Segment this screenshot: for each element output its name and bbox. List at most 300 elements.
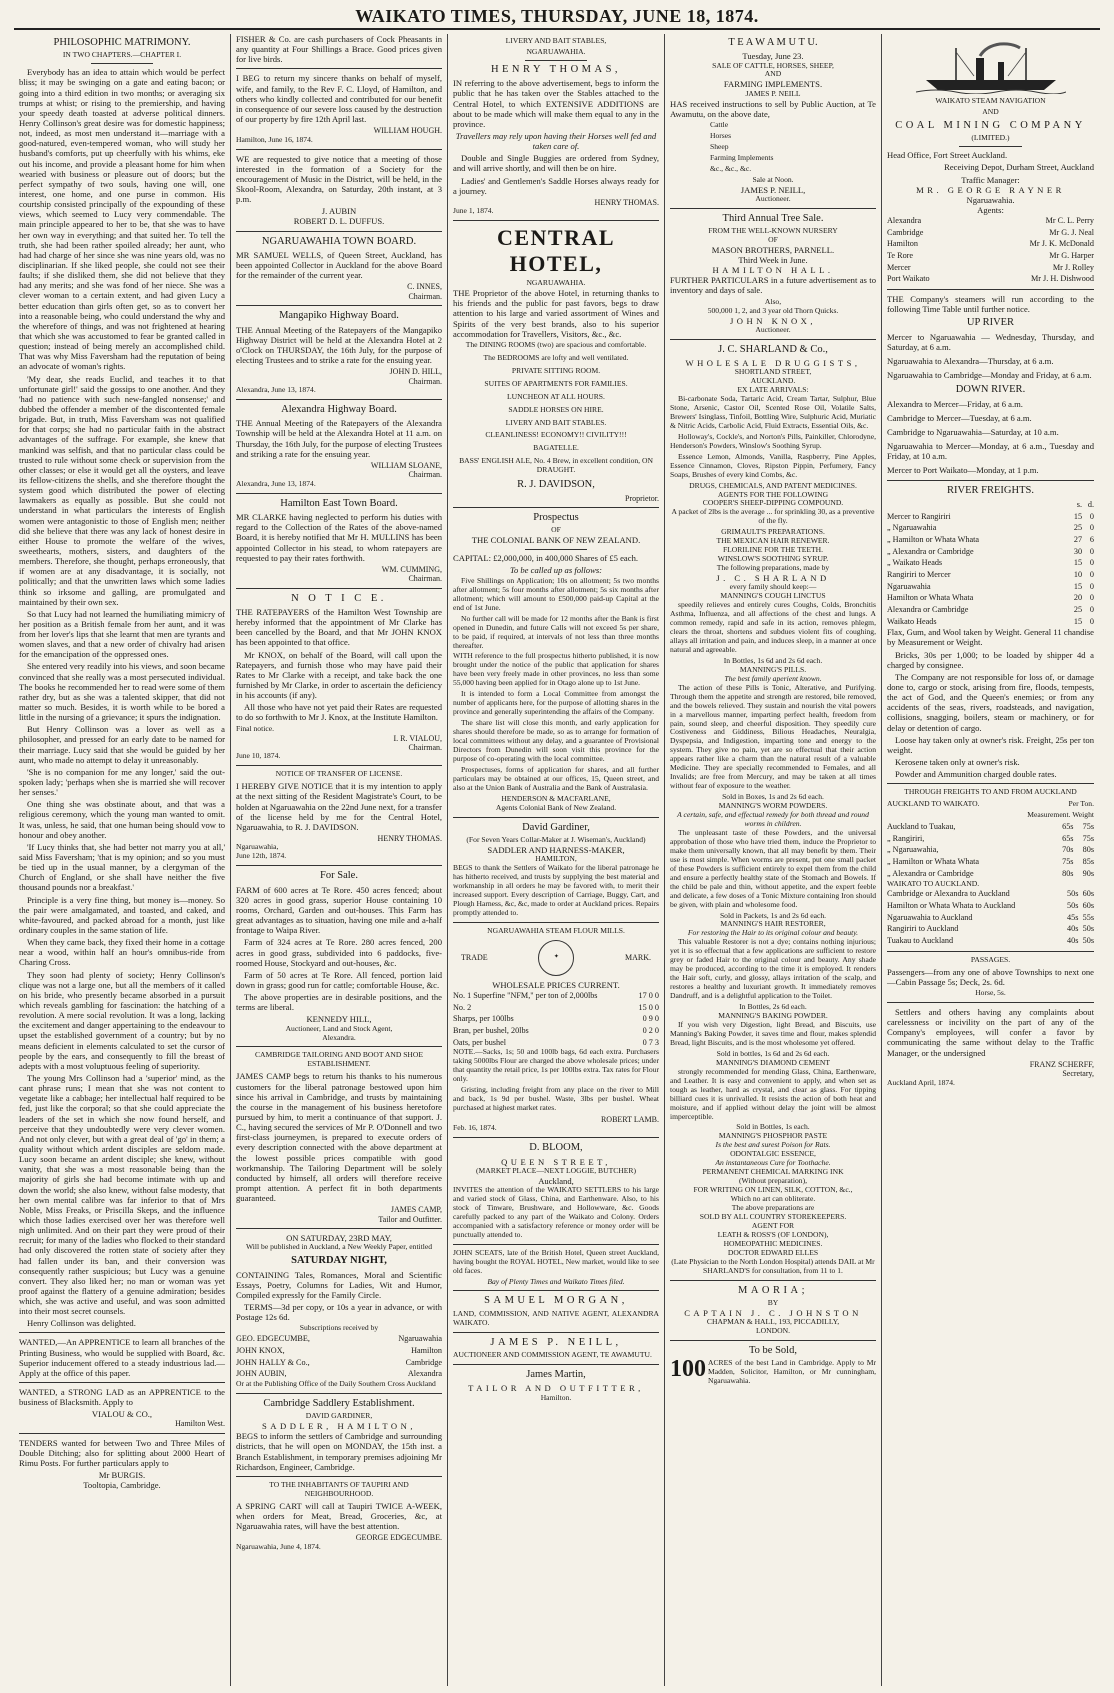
timetable-line: Ngaruawahia to Cambridge—Monday and Friday, at 6 a.m. xyxy=(887,370,1092,381)
ad-line: (Without preparation), xyxy=(738,1176,807,1186)
ad-body: Bay of Plenty Times and Waikato Times filed. xyxy=(487,1276,625,1286)
table-cell: „ Rangiriri, xyxy=(887,833,925,843)
ad-line: LEATH & ROSS'S (OF LONDON), xyxy=(717,1229,829,1239)
timetable-line: Ngaruawahia to Mercer—Monday, at 6 a.m., Tuesday and Friday, at 10 a.m. xyxy=(887,441,1094,462)
table-cell: JOHN KNOX, xyxy=(236,1345,285,1355)
table-cell: No. 1 Superfine "NFM," per ton of 2,000lbs xyxy=(453,990,598,1000)
signature: WILLIAM HOUGH. xyxy=(373,126,442,136)
table-cell: 75s xyxy=(1062,857,1074,867)
table-cell: Port Waikato xyxy=(887,274,930,284)
passages-heading: PASSAGES. xyxy=(970,954,1011,964)
story-paragraph: So that Lucy had not learned the humiliating mimicry of her position as a British female from her aunt, and it was from her lover's lips that she learnt that men are tyrants and women slaves, and that a new order of chivalry had arisen for the emancipation of the oppressed ones. xyxy=(19,608,225,660)
ad-line: ODONTALGIC ESSENCE, xyxy=(730,1149,816,1159)
ad-line: QUEEN STREET, xyxy=(501,1156,611,1167)
table-cell: 15 xyxy=(1073,511,1083,521)
ad-body: Head Office, Fort Street Auckland. xyxy=(887,150,1008,161)
ad-body: LAND, COMMISSION, AND NATIVE AGENT, ALEXANDRA WAIKATO. xyxy=(453,1308,659,1327)
ad-body: No further call will be made for 12 months after the Bank is first opened in Dunedin, and future Calls will not exceed 5s per share, to be paid, if required, at intervals of not less than three months thereafter. xyxy=(453,613,659,650)
table-cell: 30 xyxy=(1073,546,1083,556)
ad-line: DAVID GARDINER, xyxy=(305,1411,373,1421)
ad-body: (Late Physician to the North London Hospital) attends DAIL at Mr SHARLAND'S for consultation, from 11 to 1. xyxy=(671,1256,875,1275)
ad-line: Sold in Packets, 1s and 2s 6d each. xyxy=(719,910,827,920)
signature: WM. CUMMING, xyxy=(381,564,442,574)
newspaper-title: WAIKATO TIMES, THURSDAY, JUNE 18, 1874. xyxy=(355,6,759,26)
notice-body: I HEREBY GIVE NOTICE that it is my intention to apply at the next sitting of the Resident Magistrate's Court, to be holden at Ngaruawahia on the 22nd June next, for a transfer of the license held by me for the Central Hotel, Ngaruawahia, to R. J. DAVIDSON. xyxy=(236,781,442,832)
ad-body: Receiving Depot, Durham Street, Auckland xyxy=(944,162,1094,173)
ad-line: The best family aperient known. xyxy=(724,673,822,683)
timetable-line: Ngaruawahia to Alexandra—Thursday, at 6 a.m. xyxy=(887,356,1054,367)
ad-line: Subscriptions received by xyxy=(299,1323,379,1333)
table-cell: 75s xyxy=(1082,833,1094,843)
ad-line: TAILOR AND OUTFITTER, xyxy=(468,1383,644,1394)
table-row xyxy=(887,511,1094,523)
signature: Auctioneer. xyxy=(755,193,791,203)
signature: JOHN D. HILL, xyxy=(389,367,442,377)
waikato-to-auckland-table xyxy=(887,888,1094,946)
ad-fisher: FISHER & Co. are cash purchasers of Cock Pheasants in any quantity at Four Shillings a Brace. Good prices given for live birds. xyxy=(236,34,442,65)
signature: Agents Colonial Bank of New Zealand. xyxy=(495,802,617,812)
ad-body: Passengers—from any one of above Townships to next one—Cabin Passage 5s; Deck, 2s. 6d. xyxy=(887,966,1094,987)
table-cell: 25 xyxy=(1073,523,1083,533)
table-row xyxy=(887,534,1094,546)
table-row xyxy=(887,227,1094,239)
divider xyxy=(236,1228,442,1229)
sale-items xyxy=(670,121,876,174)
ad-body: strongly recommended for mending Glass, China, Earthenware, and Leather. It is easy and convenient to apply, and when set as tough as leather, hard as crystal, and clear as glass. For tipping billiard cues it is unrivalled. It resists the action of both heat and moisture, and if applied without delay the joint will be almost imperceptible. xyxy=(670,1066,876,1121)
ad-line: Also, xyxy=(764,296,782,306)
freight-heading: RIVER FREIGHTS. xyxy=(947,484,1034,496)
table-row xyxy=(887,250,1094,262)
divider xyxy=(19,1433,225,1434)
ad-line: BY xyxy=(767,1298,779,1308)
signature: Auctioneer, Land and Stock Agent, xyxy=(285,1023,393,1033)
ad-line: Will be published in Auckland, a New Weekly Paper, entitled xyxy=(245,1242,433,1252)
ad-line: MANNING'S WORM POWDERS. xyxy=(718,801,828,811)
table-cell: 0 xyxy=(1089,581,1094,591)
notice-heading: N O T I C E. xyxy=(291,592,387,604)
ad-line: DRUGS, CHEMICALS, AND PATENT MEDICINES. xyxy=(689,480,857,490)
table-cell: „ Alexandra or Cambridge xyxy=(887,868,974,878)
ad-body: This valuable Restorer is not a dye; contains nothing injurious; yet it is so effectual that a few applications are sufficient to restore grey or faded Hair to the original colour and beauty. Any shade may be produced, according to the time it is employed. It renders the Hair soft, curly, and glossy, allays irritation of the scalp, and restores a healthy and luxuriant growth. It immediately removes Dandruff, and is a delightful application to the Toilet. xyxy=(670,937,876,1001)
signature: JOHN KNOX, xyxy=(729,315,817,326)
date: Ngaruawahia, June 4, 1874. xyxy=(236,1541,321,1551)
ad-line: MANNING'S HAIR RESTORER, xyxy=(720,919,826,929)
ad-hough: I BEG to return my sincere thanks on behalf of myself, wife, and family, to the Rev F. C. Lloyd, of Hamilton, and others who kindly collected and contributed for our benefit in consequence of our severe loss caused by the destruction of our property by fire 12th April last. xyxy=(236,73,442,124)
signature: ROBERT LAMB. xyxy=(600,1114,659,1124)
notice-final: Final notice. xyxy=(236,723,274,733)
table-cell: 50s xyxy=(1082,936,1094,946)
ad-heading: NGARUAWAHIA STEAM FLOUR MILLS. xyxy=(487,925,625,935)
date: Hamilton, June 16, 1874. xyxy=(236,134,313,144)
timetable-line: Cambridge to Mercer—Tuesday, at 6 a.m. xyxy=(887,412,1032,423)
notice-body: THE Annual Meeting of the Ratepayers of the Alexandra Township will be held at the Alexandra Hotel at 11 a.m. on Thursday, the 16th July, for the purpose of electing Trustees and striking a rate for the ensuing year. xyxy=(236,418,442,459)
table-row xyxy=(887,900,1094,912)
table-cell: 10 xyxy=(1073,569,1083,579)
table-row xyxy=(236,1357,442,1369)
timetable-heading: DOWN RIVER. xyxy=(955,384,1026,396)
divider xyxy=(236,493,442,494)
table-cell: Waikato Heads xyxy=(887,616,937,626)
table-cell: 27 xyxy=(1073,534,1083,544)
table-row xyxy=(887,262,1094,274)
ad-line: For restoring the Hair to its original colour and beauty. xyxy=(687,928,859,938)
divider xyxy=(236,1393,442,1394)
ad-body: The action of these Pills is Tonic, Alterative, and Purifying. Through them the appetite and strength are restored, bile removed, and the bowels relieved. They sustain and nourish the vital powers in a marvellous manner, imparting perfect health, freedom from pain, sound sleep, and cheerful disposition. They speedily cure Costiveness and Giddiness, Bilious Headaches, Neuralgia, Dyspepsia, and Indigestion, imparting tone and energy to the system. They give no pain, yet are so effectual that their action appears rather like a charm than the natural result of a valuable Medicine. They are specially recommended to Females, and all Invalids; are free from Mercury, and may be taken at all times without fear of exposure to the weather. xyxy=(670,682,876,791)
sale-item: Horses xyxy=(710,130,732,140)
signature: HENRY THOMAS. xyxy=(594,197,659,207)
ad-body: TERMS—3d per copy, or 10s a year in advance, or with Postage 12s 6d. xyxy=(236,1301,442,1323)
table-cell: 17 0 0 xyxy=(638,990,659,1000)
ad-body: BEGS to thank the Settlers of Waikato for the liberal patronage he has hitherto received, and trusts by supplying the best material and workmanship in all orders he may be favored with, to merit their increased support. Every description of Carriage, Buggy, Cart, and Plough Harness, &c, &c, made to order at Auckland prices. Repairs promptly attended to. xyxy=(453,863,659,917)
table-row xyxy=(887,592,1094,604)
hotel-feature: SADDLE HORSES ON HIRE. xyxy=(508,404,604,414)
table-cell: Hamilton or Whata Whata xyxy=(887,593,974,603)
table-row xyxy=(887,868,1094,880)
table-row xyxy=(887,604,1094,616)
ad-line: Auckland, xyxy=(538,1175,574,1186)
down-river-times xyxy=(887,399,1094,476)
divider xyxy=(453,220,659,221)
table-subheading: WAIKATO TO AUCKLAND. xyxy=(887,878,980,888)
ad-line: FLORILINE FOR THE TEETH. xyxy=(722,545,824,555)
ad-heading: LIVERY AND BAIT STABLES, xyxy=(505,36,607,45)
table-row xyxy=(453,1025,659,1037)
table-cell: Cambridge xyxy=(405,1357,442,1367)
hotel-feature: SUITES OF APARTMENTS FOR FAMILIES. xyxy=(484,378,628,388)
ad-heading: Prospectus xyxy=(533,512,579,524)
column-2 xyxy=(231,34,448,1686)
table-cell: 25 xyxy=(1073,604,1083,614)
ad-heading: MAORIA; xyxy=(737,1284,808,1296)
table-cell: Tuakau to Auckland xyxy=(887,936,954,946)
signature: KENNEDY HILL, xyxy=(306,1014,372,1025)
ad-line: MR. GEORGE RAYNER xyxy=(916,184,1065,195)
table-row xyxy=(887,821,1094,833)
steamship-icon xyxy=(916,40,1066,94)
divider xyxy=(453,507,659,508)
story-paragraph: But Henry Collinson was a lover as well as a philosopher, and pressed for an early date to be named for their marriage. Lucy said that she would be guided by her aunt, who made no attempt to delay it unreasonably. xyxy=(19,724,225,765)
place: Ngaruawahia, xyxy=(236,842,279,852)
ad-line: SADDLER AND HARNESS-MAKER, xyxy=(487,844,625,855)
divider xyxy=(236,1046,442,1047)
ad-line: Which no art can obliterate. xyxy=(730,1194,816,1204)
signature: Proprietor. xyxy=(625,493,659,503)
sale-item: Sheep xyxy=(710,141,729,151)
ad-line: THE MEXICAN HAIR RENEWER. xyxy=(716,536,830,546)
ad-heading: D. BLOOM, xyxy=(529,1142,583,1154)
divider xyxy=(887,1002,1094,1003)
ad-body: Five Shillings on Application; 10s on allotment; 5s two months after allotment; 5s four months after allotment; 5s six months after allotment; which will amount to £500,000 paid-up Capital at the end of 1st June. xyxy=(453,575,659,612)
table-header: s. xyxy=(1076,499,1083,509)
ad-line: J. C. SHARLAND xyxy=(716,573,830,584)
table-cell: Oats, per bushel xyxy=(453,1037,506,1047)
ad-body: Ladies' and Gentlemen's Saddle Horses always ready for a journey. xyxy=(453,175,659,196)
river-freights-table xyxy=(887,499,1094,627)
story-paragraph: When they came back, they fixed their home in a cottage near a wood, within half an hour's omnibus-ride from Charing Cross. xyxy=(19,937,225,968)
ad-line: The following preparations, made by xyxy=(716,563,830,573)
signature: FRANZ SCHERFF, xyxy=(1029,1059,1094,1069)
signature: Chairman. xyxy=(408,574,442,584)
ad-body: NOTE.—Sacks, 1s; 50 and 100lb bags, 6d each extra. Purchasers taking 5000lbs Flour are charged the above wholesale prices; under that quantity the retail price, 1s per 100lbs extra. Tax rates for Flour only. xyxy=(453,1047,659,1084)
ad-heading: James Martin, xyxy=(526,1369,586,1381)
notice-heading: NOTICE OF TRANSFER OF LICENSE. xyxy=(275,769,403,779)
date: June 1, 1874. xyxy=(453,206,494,216)
story-paragraph: One thing she was obstinate about, and that was a religious ceremony, which the young man wanted to omit. It was, unless, he said, that one human being should vow to honour and obey another. xyxy=(19,799,225,840)
divider xyxy=(453,922,659,923)
table-row xyxy=(453,1002,659,1014)
table-cell: JOHN AUBIN, xyxy=(236,1369,287,1379)
hotel-feature: BAGATELLE. xyxy=(533,443,579,453)
table-row xyxy=(887,844,1094,856)
ad-line: JAMES P. NEILL xyxy=(745,88,801,98)
table-cell: 60s xyxy=(1082,901,1094,911)
ad-body: Essence Lemon, Almonds, Vanilla, Raspberry, Pine Apples, Essence Cinnamon, Cloves, Ripston Pippin, Perfumery, Fancy Soaps, Brushes of every kind Combs, &c. xyxy=(670,451,876,479)
ad-heading: Third Annual Tree Sale. xyxy=(722,212,824,224)
table-cell: 6 xyxy=(1089,534,1094,544)
trade-label: TRADE xyxy=(461,953,488,963)
divider xyxy=(236,765,442,766)
ad-body: AUCTIONEER AND COMMISSION AGENT, TE AWAMUTU. xyxy=(453,1350,652,1360)
ad-body: It is intended to form a Local Committee from amongst the number of applicants here, for the purpose of allotting shares in the province and generally superintending the affairs of the Company. xyxy=(453,689,659,717)
table-cell: Mr J. H. Dishwood xyxy=(1030,274,1094,284)
divider xyxy=(453,1364,659,1365)
ad-body: If you wish very Digestion, light Bread, and Biscuits, use Manning's Baking Powder, it saves time and flour, makes splendid Bread, light Biscuits, and is the most wholesome yet offered. xyxy=(670,1019,876,1047)
column-4 xyxy=(665,34,882,1686)
table-row xyxy=(887,546,1094,558)
divider xyxy=(453,1332,659,1333)
hotel-features xyxy=(453,341,659,475)
ad-line: SHORTLAND STREET, xyxy=(734,367,812,377)
date: Auckland April, 1874. xyxy=(887,1077,955,1087)
ad-heading: J. C. SHARLAND & Co., xyxy=(718,343,828,355)
table-cell: 50s xyxy=(1082,924,1094,934)
table-row xyxy=(887,833,1094,845)
table-cell: 0 xyxy=(1089,593,1094,603)
signature-place: Tooltopia, Cambridge. xyxy=(83,1480,161,1491)
ad-line: MANNING'S BAKING POWDER. xyxy=(718,1011,828,1021)
ad-body: The unpleasant taste of these Powders, and the universal approbation of those who have tried them, induce the Proprietor to make them universally known, that all may benefit by them. Their use is most simple. When worms are present, put one small packet of these Powders is sufficient entirely to expel them from the child and ensure a perfectly healthy state of the Stomach and Bowels. If the child be pale and thin, without appetite, and the expert feeble and delicate, a few doses of a Tonic Mixture containing Iron should be given, with plain and wholesome food. xyxy=(670,827,876,909)
hotel-feature: LIVERY AND BAIT STABLES. xyxy=(505,417,607,427)
ad-heading: HENRY THOMAS, xyxy=(490,63,622,75)
ad-line: GRIMAULT'S PREPARATIONS. xyxy=(721,527,825,537)
table-cell: Alexandra xyxy=(887,216,922,226)
signature: HENDERSON & MACFARLANE, xyxy=(501,793,611,803)
table-cell: 40s xyxy=(1067,936,1079,946)
ad-body: IN referring to the above advertisement, begs to inform the public that he has taken over the Stables attached to the Central Hotel, to which EXTENSIVE ADDITIONS are about to be made which will make them equal to any in the province. xyxy=(453,78,659,129)
table-row xyxy=(887,810,1094,821)
newspaper-columns xyxy=(14,34,1100,1686)
divider xyxy=(236,1476,442,1477)
ad-line: COOPER'S SHEEP-DIPPING COMPOUND. xyxy=(702,498,844,508)
table-cell: „ Ngaruawahia xyxy=(887,523,937,533)
divider xyxy=(236,588,442,589)
signature: Auctioneer. xyxy=(755,324,791,334)
signature: Chairman. xyxy=(408,291,442,301)
ad-line: LONDON. xyxy=(756,1326,790,1336)
table-cell: 90s xyxy=(1082,868,1094,878)
hotel-feature: The DINING ROOMS (two) are spacious and comfortable. xyxy=(465,339,647,349)
hotel-feature: BASS' ENGLISH ALE, No. 4 Brew, in excellent condition, ON DRAUGHT. xyxy=(459,456,653,475)
ad-line: (LIMITED.) xyxy=(971,133,1010,143)
table-cell: Hamilton xyxy=(411,1345,442,1355)
story-paragraph: The young Mrs Collinson had a 'superior' mind, as the cant phrase runs; I mean that she was not content to vegetate like a cabbage; her intellectual half required to be fed, just like the corporal; so that she could appreciate the leaders of the set in which she now found herself, and perceive that they undoubtedly were very clever women. And not only clever, but with a great deal of 'go' in them; a quality without which ardent disciples are seldom made. Lucy soon became an ardent disciple; she knew, without vanity, that she was a most reasonable being than the majority of girls she had become intimate with up and down the world; she also knew, without false modesty, that her own mental calibre was far inferior to that of Mrs Noble, Miss Freaks, or Priscilla Skeps, and the influence which those ladies exercised over her was therefore well nigh unlimited. And on their part they were proud of their recruit; for many of the ladies who flocked to their standard had only discovered the rotten state of society after they had fallen under its ban, and their conversion was consequently rather suspicious; but Lucy was a genuine convert. They also liked her; no man or woman was yet proof against the flattery of a genuine admiration; besides which, she was active and useful, and was soon admitted into their most secret counsels. xyxy=(19,1072,225,1317)
flour-prices-table xyxy=(453,990,659,1048)
table-row xyxy=(887,522,1094,534)
table-cell: 20 xyxy=(1073,593,1083,603)
story-body xyxy=(19,67,225,1328)
ad-body: A packet of 2lbs is the average ... for sprinkling 30, as a preventive of the fly. xyxy=(671,507,875,526)
ad-body: Holloway's, Cockle's, and Norton's Pills, Painkiller, Chlorodyne, Henderson's Powders, Winslow's Soothing Syrup. xyxy=(670,431,876,450)
divider xyxy=(525,549,587,550)
ad-line: MANNING'S COUGH LINCTUS xyxy=(720,591,826,601)
ad-body: Double and Single Buggies are ordered from Sydney, and will arrive shortly, and will then be on hire. xyxy=(453,153,659,174)
ad-line: Sale at Noon. xyxy=(752,174,794,184)
table-cell: „ Hamilton or Whata Whata xyxy=(887,857,980,867)
story-paragraph: 'She is no companion for me any longer,' said the out-spoken lady; 'perhaps when she is married she will recover her senses.' xyxy=(19,766,225,798)
ad-line: FARMING IMPLEMENTS. xyxy=(723,79,823,90)
signature: C. INNES, xyxy=(407,282,442,292)
up-river-times xyxy=(887,332,1094,381)
signature-place: Hamilton West. xyxy=(175,1419,225,1429)
table-cell: „ Hamilton or Whata Whata xyxy=(887,534,980,544)
ad-line: AND xyxy=(764,69,782,79)
ad-line: MANNING'S PHOSPHOR PASTE xyxy=(718,1131,828,1141)
ad-line: AGENTS FOR THE FOLLOWING xyxy=(717,489,829,499)
ad-line: Traffic Manager: xyxy=(961,174,1020,185)
ad-line: NGARUAWAHIA. xyxy=(526,278,586,288)
table-cell: 70s xyxy=(1062,845,1074,855)
timetable-line: Mercer to Ngaruawahia — Wednesday, Thursday, and Saturday, at 6 a.m. xyxy=(887,331,1094,352)
ad-line: HAMILTON, xyxy=(535,854,577,864)
table-cell: „ Ngaruawahia, xyxy=(887,845,939,855)
ad-line: (MARKET PLACE—NEXT LOGGIE, BUTCHER) xyxy=(475,1165,637,1175)
hotel-feature: CLEANLINESS! ECONOMY!! CIVILITY!!! xyxy=(485,430,627,440)
ad-line: Horse, 5s. xyxy=(975,988,1006,998)
table-cell: 0 xyxy=(1089,569,1094,579)
table-header: d. xyxy=(1087,499,1094,509)
table-cell: „ Alexandra or Cambridge xyxy=(887,546,974,556)
timetable-heading: UP RIVER xyxy=(966,317,1015,329)
timetable-line: Mercer to Port Waikato—Monday, at 1 p.m. xyxy=(887,465,1039,476)
table-header: Measurement. Weight xyxy=(1027,810,1094,820)
notice-body: MR CLARKE having neglected to perform his duties with regard to the Collection of the Rates of the above-named Board, it is hereby notified that Mr H. MULLINS has been appointed Collector in his stead, to whom ratepayers are requested to pay their rates forthwith. xyxy=(236,512,442,563)
divider xyxy=(236,305,442,306)
divider xyxy=(453,1244,659,1245)
sale-item: Cattle xyxy=(710,119,729,129)
ad-line: ON SATURDAY, 23RD MAY, xyxy=(286,1233,392,1244)
table-cell: Mr G. J. Neal xyxy=(1049,227,1094,237)
ad-line: MANNING'S DIAMOND CEMENT xyxy=(715,1057,830,1067)
ad-line: The above preparations are xyxy=(731,1203,815,1213)
trade-mark-seal-icon: ✦ xyxy=(538,940,574,976)
hotel-heading: CENTRAL HOTEL, xyxy=(496,225,616,277)
table-cell: Bran, per bushel, 20lbs xyxy=(453,1025,529,1035)
table-cell: 80s xyxy=(1062,868,1074,878)
notice-body: All those who have not yet paid their Rates are requested to do so forthwith to Mr J. Knox, at the Institute Hamilton. xyxy=(236,702,442,723)
ad-line: AUCKLAND. xyxy=(750,376,796,386)
table-cell: 50s xyxy=(1067,901,1079,911)
ad-heading: To be Sold, xyxy=(749,1345,797,1357)
table-row xyxy=(887,935,1094,947)
ad-body: JAMES CAMP begs to return his thanks to his numerous customers for the liberal patronage bestowed upon him since his arrival in Cambridge, and trusts by maintaining the course in the management of his business heretofore pursued by him, to merit a continuance of that support. J. C., having secured the services of Mr P. O'Donnell and two first-class journeymen, is prepared to execute orders of every description connected with the above department at the lowest possible prices compatible with good workmanship. The Tailoring Department will be solely conducted by himself, all orders will therefore receive prompt attention. A perfect fit in both departments guaranteed. xyxy=(236,1071,442,1204)
table-row xyxy=(887,616,1094,628)
signature: GEORGE EDGECUMBE. xyxy=(355,1533,442,1543)
divider xyxy=(670,339,876,340)
table-cell: Mr J. Rolley xyxy=(1052,262,1094,272)
table-cell: 55s xyxy=(1082,912,1094,922)
freight-heading: THROUGH FREIGHTS TO AND FROM AUCKLAND xyxy=(904,787,1077,797)
signature: JAMES CAMP, xyxy=(390,1205,442,1215)
divider xyxy=(19,1382,225,1383)
ad-line: Agents: xyxy=(977,204,1004,215)
story-paragraph: She entered very readily into his views, and soon became convinced that she really was a most persecuted individual. The books he recommended her to read were some of them rather dry, but as she was a talented skipper, that did not matter so much. Besides, it is worth while to be bored a little in the nursing of a grievance; it spurs the indignation. xyxy=(19,661,225,723)
ad-body: Bi-carbonate Soda, Tartaric Acid, Cream Tartar, Sulphur, Blue Stone, Arsenic, Castor Oil, Scented Rose Oil, Volatile Salts, Brewers' Isinglass, Tinfoil, Bottling Wire, Sulphuric Acid, Muriatic & Nitric Acids, Carbolic Acid, Fluid Extracts, Essential Oils, &c. xyxy=(670,393,876,430)
ad-apprentice-printing: WANTED,—An APPRENTICE to learn all branches of the Printing Business, who would be supplied with Board, &c. Superior inducement offered to a steady industrious lad.—Apply at the office of this paper. xyxy=(19,1337,225,1378)
table-cell: Te Rore xyxy=(887,251,914,261)
ad-body: A SPRING CART will call at Taupiri TWICE A-WEEK, when orders for Meat, Bread, Groceries, &c, at Ngaruawahia rates, will have the best attention. xyxy=(236,1500,442,1532)
ad-line: A certain, safe, and effectual remedy for both thread and round worms in children. xyxy=(677,810,869,828)
signature: HENRY THOMAS. xyxy=(377,834,442,844)
ad-line: THE COLONIAL BANK OF NEW ZEALAND. xyxy=(471,535,641,546)
timetable-line: Alexandra to Mercer—Friday, at 6 a.m. xyxy=(887,398,1023,409)
divider xyxy=(887,289,1094,290)
agents-table xyxy=(236,1333,442,1380)
notice-body: Mr KNOX, on behalf of the Board, will call upon the Ratepayers, and furnish those who may have paid their Rates to Mr Clarke with a receipt, and take back the one furnished by Mr Clarke, in order to ascertain the deficiency in his accounts (if any). xyxy=(236,649,442,701)
table-row xyxy=(887,888,1094,900)
notice-heading: Hamilton East Town Board. xyxy=(280,497,398,509)
ad-line: Sold in Boxes, 1s and 2s 6d each. xyxy=(722,792,824,802)
ad-body: THE Proprietor of the above Hotel, in returning thanks to his friends and the public for past favors, begs to draw attention to his large and varied assortment of Wines and Spirits of the very best brands, also to his superior accommodation for Travellers, Visitors, &c., &c. xyxy=(453,288,659,339)
notice-heading: Mangapiko Highway Board. xyxy=(279,310,399,322)
date: Alexandra, June 13, 1874. xyxy=(236,384,316,394)
table-cell: Sharps, per 100lbs xyxy=(453,1014,514,1024)
ad-body: BEGS to inform the settlers of Cambridge and surrounding districts, that he will open on MONDAY, the 15th inst. a Branch Establishment, in temporary premises adjoining Mr Richardson, Engineer, Cambridge. xyxy=(236,1431,442,1472)
notice-heading: Alexandra Highway Board. xyxy=(281,403,397,415)
story-paragraph: They soon had plenty of society; Henry Collinson's clique was not a large one, but all the members of it called on his bride, who presently became absorbed in a pursuit which reveals gambling for fascination: the hatching of a revolution. A mere social revolution. It was a long, lacking the excitement and danger appertaining to the endeavour to upset the established government of a country; but by no means deficient in elements calculated to set the cursor of people by the ears, and consequently to fill the breast of adepts with a most voluptuous feeling of superiority. xyxy=(19,969,225,1071)
notice-body: MR SAMUEL WELLS, of Queen Street, Auckland, has been appointed Collector in Auckland for the above Board for the remainder of the current year. xyxy=(236,249,442,281)
ad-line: HAMILTON HALL. xyxy=(712,265,834,276)
ad-line: An instantaneous Cure for Toothache. xyxy=(715,1158,831,1168)
table-row xyxy=(887,499,1094,511)
notice-heading: NGARUAWAHIA TOWN BOARD. xyxy=(261,235,417,247)
ad-line: CHAPMAN & HALL, 193, PICCADILLY, xyxy=(706,1317,840,1327)
table-row xyxy=(887,238,1094,250)
signature: Secretary, xyxy=(1062,1069,1094,1079)
hotel-feature: The BEDROOMS are lofty and well ventilated. xyxy=(483,352,629,362)
divider xyxy=(670,208,876,209)
table-cell: 0 xyxy=(1089,604,1094,614)
ad-line: NGARUAWAHIA. xyxy=(526,46,586,56)
sale-item: Farming Implements xyxy=(710,152,774,162)
ad-body: The Company are not responsible for loss of, or damage done to, cargo or stock, arising from fire, floods, tempests, the act of God, and the Queen's enemies; or from any accidents of the seas, rivers, roadsteads, and navigation, collisions, snagging, boilers, steam or machinery, or for delay or detention of cargo. xyxy=(887,671,1094,733)
table-cell: Mr G. Harper xyxy=(1049,251,1094,261)
ad-line: FROM THE WELL-KNOWN NURSERY xyxy=(708,225,838,235)
ad-line: Third Week in June. xyxy=(738,255,808,266)
table-cell: 15 xyxy=(1073,558,1083,568)
table-cell: 15 0 0 xyxy=(638,1002,659,1012)
table-cell: Hamilton xyxy=(887,239,918,249)
shipping-agents-table xyxy=(887,215,1094,285)
sale-item: &c., &c., &c. xyxy=(710,163,752,173)
ad-line: Sold in Bottles, 1s each. xyxy=(736,1122,810,1132)
table-row xyxy=(887,569,1094,581)
signature: VIALOU & CO., xyxy=(91,1409,153,1420)
table-cell: 80s xyxy=(1082,845,1094,855)
table-cell: Mr C. L. Perry xyxy=(1045,216,1094,226)
story-heading: PHILOSOPHIC MATRIMONY. xyxy=(53,37,191,48)
ad-line: Is the best and surest Poison for Rats. xyxy=(715,1140,831,1150)
signature: R. J. DAVIDSON, xyxy=(517,479,595,491)
